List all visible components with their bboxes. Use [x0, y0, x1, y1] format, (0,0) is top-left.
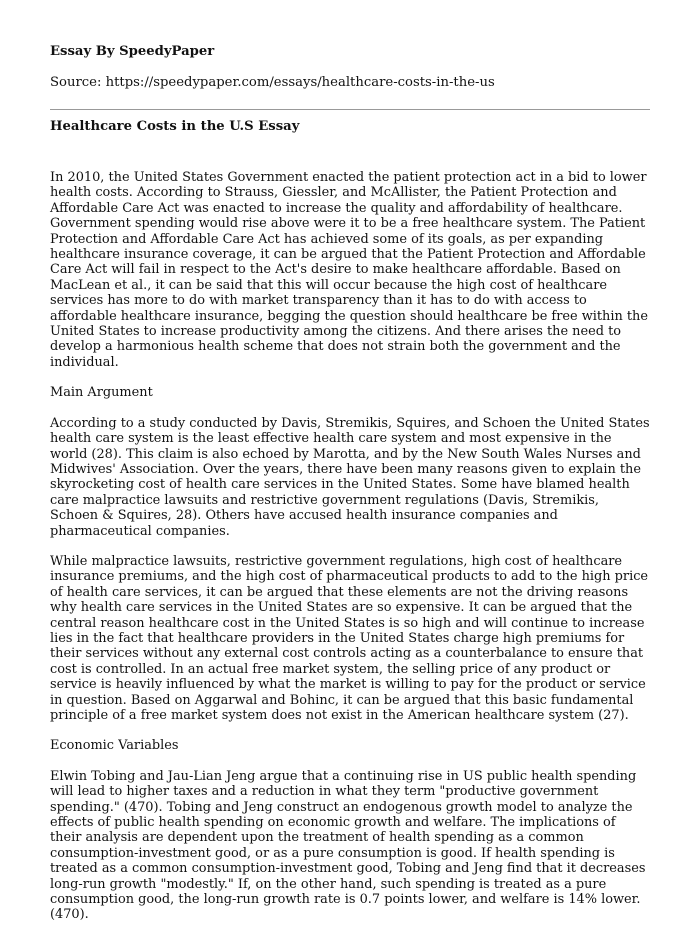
site-label: Essay By SpeedyPaper	[50, 44, 215, 59]
paragraph-economic-variables: Elwin Tobing and Jau-Lian Jeng argue that a continuing rise in US public health spending will lead to higher taxes and a reduction in what they term "productive government spending." (470). Tobing and Jeng construct an endogenous growth model to analyze the effects of public health spending on economic growth and welfare. The implications of their analysis are dependent upon the treatment of health spending as a common consumption-investment good, or as a pure consumption is good. If health spending is treated as a common consumption-investment good, Tobing and Jeng find that it decreases long-run growth "modestly." If, on the other hand, such spending is treated as a pure consumption good, the long-run growth rate is 0.7 points lower, and welfare is 14% lower. (470).	[50, 768, 646, 923]
heading-economic-variables: Economic Variables	[50, 738, 179, 754]
source-line: Source: https://speedypaper.com/essays/healthcare-costs-in-the-us	[50, 75, 495, 90]
essay-body	[50, 170, 650, 938]
paragraph-malpractice: While malpractice lawsuits, restrictive government regulations, high cost of healthcare insurance premiums, and the high cost of pharmaceutical products to add to the high price of health care services, it can be argued that these elements are not the driving reasons why health care services in the United States are so expensive. It can be argued that the central reason healthcare cost in the United States is so high and will continue to increase lies in the fact that healthcare providers in the United States charge high premiums for their services without any external cost controls acting as a counterbalance to ensure that cost is controlled. In an actual free market system, the selling price of any product or service is heavily influenced by what the market is willing to pay for the product or service in question. Based on Aggarwal and Bohinc, it can be argued that this basic fundamental principle of a free market system does not exist in the American healthcare system (27).	[50, 553, 649, 723]
paragraph-main-argument: According to a study conducted by Davis, Stremikis, Squires, and Schoen the United States health care system is the least effective health care system and most expensive in the world (28). This claim is also echoed by Marotta, and by the New South Wales Nurses and Midwives' Association. Over the years, there have been many reasons given to explain the skyrocketing cost of health care services in the United States. Some have blamed health care malpractice lawsuits and restrictive government regulations (Davis, Stremikis, Schoen & Squires, 28). Others have accused health insurance companies and pharmaceutical companies.	[50, 415, 650, 539]
essay-title: Healthcare Costs in the U.S Essay	[50, 119, 300, 134]
heading-main-argument: Main Argument	[50, 385, 153, 401]
header-divider	[50, 109, 650, 110]
paragraph-intro: In 2010, the United States Government enacted the patient protection act in a bid to lower health costs. According to Strauss, Giessler, and McAllister, the Patient Protection and Affordable Care Act was enacted to increase the quality and affordability of healthcare. Government spending would rise above were it to be a free healthcare system. The Patient Protection and Affordable Care Act has achieved some of its goals, as per expanding healthcare insurance coverage, it can be argued that the Patient Protection and Affordable Care Act will fail in respect to the Act's desire to make healthcare affordable. Based on MacLean et al., it can be said that this will occur because the high cost of healthcare services has more to do with market transparency than it has to do with access to affordable healthcare insurance, begging the question should healthcare be free within the United States to increase productivity among the citizens. And there arises the need to develop a harmonious health scheme that does not strain both the government and the individual.	[50, 170, 648, 370]
